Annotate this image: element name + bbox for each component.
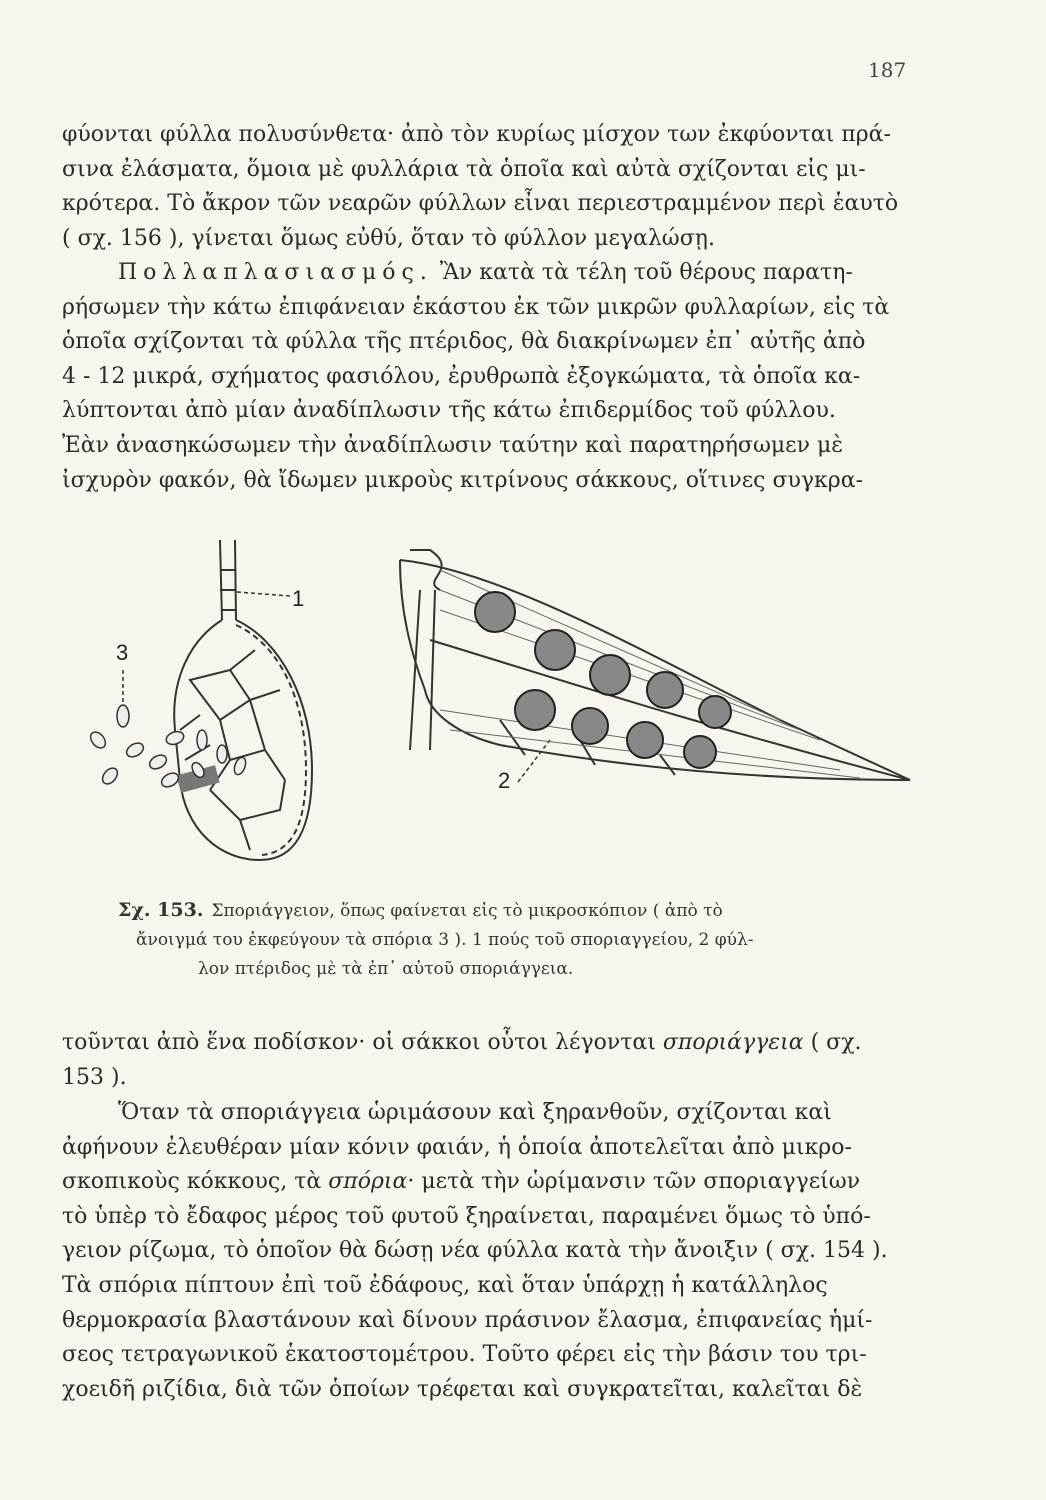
text-line: ἰσχυρὸν φακόν, θὰ ἴδωμεν μικροὺς κιτρίνους σάκκους, οἵτινες συγκρα- bbox=[62, 467, 864, 493]
text-line: Ὅταν τὰ σποριάγγεια ὡριμάσουν καὶ ξηρανθοῦν, σχίζονται καὶ bbox=[118, 1100, 832, 1125]
text-line: χοειδῆ ριζίδια, διὰ τῶν ὁποίων τρέφεται καὶ συγκρατεῖται, καλεῖται δὲ bbox=[62, 1376, 863, 1402]
text-line bbox=[62, 1026, 922, 1061]
text-fragment: ( σχ. bbox=[810, 1030, 862, 1055]
text-line: σεος τετραγωνικοῦ ἑκατοστομέτρου. Τοῦτο φέρει εἰς τὴν βάσιν του τρι- bbox=[62, 1342, 867, 1368]
paragraph-3 bbox=[62, 1026, 922, 1095]
paragraph-2 bbox=[62, 256, 922, 498]
text-line bbox=[62, 1165, 922, 1200]
term-sporangia: σποριάγγεια bbox=[662, 1030, 804, 1055]
sporangium-and-fern-illustration bbox=[80, 530, 940, 890]
text-line: λύπτονται ἀπὸ μίαν ἀναδίπλωσιν τῆς κάτω ἐπιδερμίδος τοῦ φύλλου. bbox=[62, 398, 836, 424]
text-fragment: μετὰ τὴν ὡρίμανσιν τῶν σποριαγγείων bbox=[421, 1169, 861, 1195]
text-fragment: σκοπικοὺς κόκκους, τὰ bbox=[62, 1169, 322, 1195]
figure-label-3: 3 bbox=[116, 640, 129, 665]
caption-line: λον πτέριδος μὲ τὰ ἐπ᾽ αὐτοῦ σποριάγγεια. bbox=[198, 959, 574, 979]
text-line: Ἐὰν ἀνασηκώσωμεν τὴν ἀναδίπλωσιν ταύτην καὶ παρατηρήσωμεν μὲ bbox=[62, 432, 844, 458]
figure-153 bbox=[80, 530, 940, 890]
text-line: Τὰ σπόρια πίπτουν ἐπὶ τοῦ ἐδάφους, καὶ ὅταν ὑπάρχῃ ἡ κατάλληλος bbox=[62, 1272, 828, 1298]
text-line: θερμοκρασία βλαστάνουν καὶ δίνουν πράσινον ἔλασμα, ἐπιφανείας ἡμί- bbox=[62, 1307, 873, 1333]
text-fragment: τοῦνται ἀπὸ ἕνα ποδίσκον· οἱ σάκκοι οὗτοι λέγονται bbox=[62, 1030, 656, 1055]
figure-caption bbox=[118, 896, 878, 984]
text-line: 4 - 12 μικρά, σχήματος φασιόλου, ἐρυθρωπὰ ἐξογκώματα, τὰ ὁποῖα κα- bbox=[62, 363, 861, 389]
figure-label-1: 1 bbox=[292, 586, 305, 611]
caption-label: Σχ. 153. bbox=[118, 899, 204, 921]
text-line: κρότερα. Τὸ ἄκρον τῶν νεαρῶν φύλλων εἶναι περιεστραμμένον περὶ ἑαυτὸ bbox=[62, 191, 899, 217]
text-line: ὁποῖα σχίζονται τὰ φύλλα τῆς πτέριδος, θὰ διακρίνωμεν ἐπ᾽ αὐτῆς ἀπὸ bbox=[62, 329, 866, 355]
figure-label-2: 2 bbox=[498, 768, 511, 793]
text-line: ( σχ. 156 ), γίνεται ὅμως εὐθύ, ὅταν τὸ φύλλον μεγαλώσῃ. bbox=[62, 225, 715, 251]
text-fragment: Ἂν κατὰ τὰ τέλη τοῦ θέρους παρατη- bbox=[439, 260, 853, 285]
paragraph-4 bbox=[62, 1096, 922, 1407]
sori bbox=[475, 592, 731, 768]
text-line bbox=[62, 256, 922, 291]
caption-line bbox=[118, 901, 723, 921]
text-line: 153 ). bbox=[62, 1064, 127, 1090]
text-line: ἀφήνουν ἐλευθέραν μίαν κόνιν φαιάν, ἡ ὁποία ἀποτελεῖται ἀπὸ μικρο- bbox=[62, 1134, 852, 1160]
caption-text: Σποριάγγειον, ὅπως φαίνεται εἰς τὸ μικροσκόπιον ( ἀπὸ τὸ bbox=[211, 901, 723, 921]
text-line: τὸ ὑπὲρ τὸ ἔδαφος μέρος τοῦ φυτοῦ ξηραίνεται, παραμένει ὅμως τὸ ὑπό- bbox=[62, 1203, 871, 1229]
text-line: σινα ἐλάσματα, ὅμοια μὲ φυλλάρια τὰ ὁποῖα καὶ αὐτὰ σχίζονται εἰς μι- bbox=[62, 156, 866, 182]
paragraph-1 bbox=[62, 118, 922, 256]
text-line: ρήσωμεν τὴν κάτω ἐπιφάνειαν ἑκάστου ἐκ τῶν μικρῶν φυλλαρίων, εἰς τὰ bbox=[62, 294, 890, 320]
text-line: γειον ρίζωμα, τὸ ὁποῖον θὰ δώσῃ νέα φύλλα κατὰ τὴν ἄνοιξιν ( σχ. 154 ). bbox=[62, 1238, 888, 1264]
term-spores: σπόρια· bbox=[328, 1169, 415, 1195]
caption-line: ἄνοιγμά του ἐκφεύγουν τὰ σπόρια 3 ). 1 πούς τοῦ σποριαγγείου, 2 φύλ- bbox=[136, 930, 754, 950]
text-line: φύονται φύλλα πολυσύνθετα· ἀπὸ τὸν κυρίως μίσχον των ἐκφύονται πρά- bbox=[62, 122, 891, 147]
section-heading: Πολλαπλασιασμός. bbox=[118, 260, 433, 285]
page-number: 187 bbox=[868, 58, 907, 82]
